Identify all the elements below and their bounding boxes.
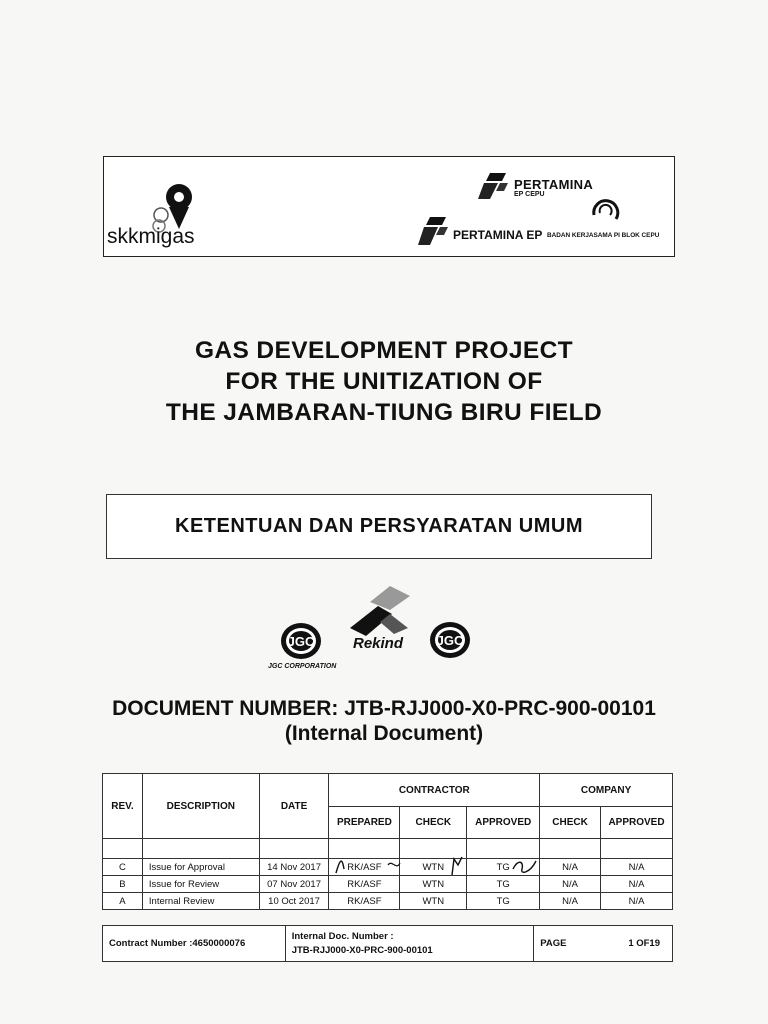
skkmigas-wordmark: skkmigas — [107, 225, 195, 248]
internal-doc-value: JTB-RJJ000-X0-PRC-900-00101 — [291, 945, 433, 956]
approved-cell: TG — [467, 876, 540, 893]
company-approved-cell: N/A — [601, 876, 673, 893]
subject-title: KETENTUAN DAN PERSYARATAN UMUM — [175, 515, 583, 537]
contractor-logos — [280, 584, 480, 674]
description-cell: Issue for Approval — [142, 859, 259, 876]
subject-box — [106, 494, 652, 559]
pertamina-ep-wordmark: PERTAMINA EP — [453, 228, 543, 242]
badan-kerjasama-logo-icon — [586, 195, 626, 227]
date-cell: 07 Nov 2017 — [259, 876, 329, 893]
check-cell: WTN — [400, 893, 467, 910]
jgc-left-text: JGC — [287, 634, 315, 649]
header-rev: REV. — [103, 774, 143, 839]
page-cell — [534, 926, 673, 962]
approved-cell: TG — [467, 859, 540, 876]
date-cell: 14 Nov 2017 — [259, 859, 329, 876]
title-line-1: GAS DEVELOPMENT PROJECT — [194, 337, 574, 364]
blank-cell — [540, 839, 601, 859]
description-cell: Internal Review — [142, 893, 259, 910]
company-check-cell: N/A — [540, 893, 601, 910]
contract-number: Contract Number :4650000076 — [103, 926, 286, 962]
date-cell: 10 Oct 2017 — [259, 893, 329, 910]
blank-cell — [142, 839, 259, 859]
document-number: DOCUMENT NUMBER: JTB-RJJ000-X0-PRC-900-00101 — [112, 697, 656, 720]
pertamina-ep-cepu-label: EP CEPU — [514, 191, 545, 198]
prepared-cell: RK/ASF — [329, 859, 400, 876]
table-row — [103, 893, 673, 910]
header-approved: APPROVED — [467, 807, 540, 839]
prepared-cell: RK/ASF — [329, 876, 400, 893]
company-check-cell: N/A — [540, 859, 601, 876]
logo-header-box — [103, 156, 675, 257]
signature-approved-icon — [510, 855, 540, 877]
check-cell: WTN — [400, 876, 467, 893]
header-company: COMPANY — [540, 774, 673, 807]
table-row — [103, 876, 673, 893]
header-check: CHECK — [400, 807, 467, 839]
pertamina-ep-mark-icon — [418, 215, 450, 247]
rev-cell: C — [103, 859, 143, 876]
signature-check-icon — [448, 855, 468, 877]
page-label: PAGE — [540, 938, 567, 949]
revision-table — [102, 773, 673, 910]
rekind-text: Rekind — [352, 635, 404, 652]
header-prepared: PREPARED — [329, 807, 400, 839]
description-cell: Issue for Review — [142, 876, 259, 893]
document-note: (Internal Document) — [284, 722, 484, 745]
jgc-right-text: JGC — [436, 633, 464, 648]
title-line-2: FOR THE UNITIZATION OF — [225, 368, 543, 395]
blank-cell — [259, 839, 329, 859]
badan-kerjasama-label: BADAN KERJASAMA PI BLOK CEPU — [547, 232, 660, 239]
pertamina-wordmark: PERTAMINA — [514, 177, 594, 192]
header-description: DESCRIPTION — [142, 774, 259, 839]
rekind-logo-icon — [350, 586, 410, 652]
blank-cell — [103, 839, 143, 859]
jgc-corporation-caption: JGC CORPORATION — [268, 663, 337, 670]
header-company-approved: APPROVED — [601, 807, 673, 839]
internal-doc-cell — [285, 926, 534, 962]
pertamina-mark-icon — [476, 171, 510, 201]
jgc-logo-left-icon — [281, 623, 321, 659]
document-footer-table — [102, 925, 673, 962]
blank-cell — [601, 839, 673, 859]
company-approved-cell: N/A — [601, 893, 673, 910]
prepared-cell: RK/ASF — [329, 893, 400, 910]
company-approved-cell: N/A — [601, 859, 673, 876]
rev-cell: B — [103, 876, 143, 893]
rev-cell: A — [103, 893, 143, 910]
page-value: 1 OF19 — [628, 938, 660, 949]
internal-doc-label: Internal Doc. Number : — [291, 931, 394, 942]
company-check-cell: N/A — [540, 876, 601, 893]
signature-prepared-icon — [332, 855, 422, 877]
title-line-3: THE JAMBARAN-TIUNG BIRU FIELD — [165, 399, 603, 426]
check-cell: WTN — [400, 859, 467, 876]
header-date: DATE — [259, 774, 329, 839]
header-contractor: CONTRACTOR — [329, 774, 540, 807]
header-company-check: CHECK — [540, 807, 601, 839]
jgc-logo-right-icon — [430, 622, 470, 658]
approved-cell: TG — [467, 893, 540, 910]
